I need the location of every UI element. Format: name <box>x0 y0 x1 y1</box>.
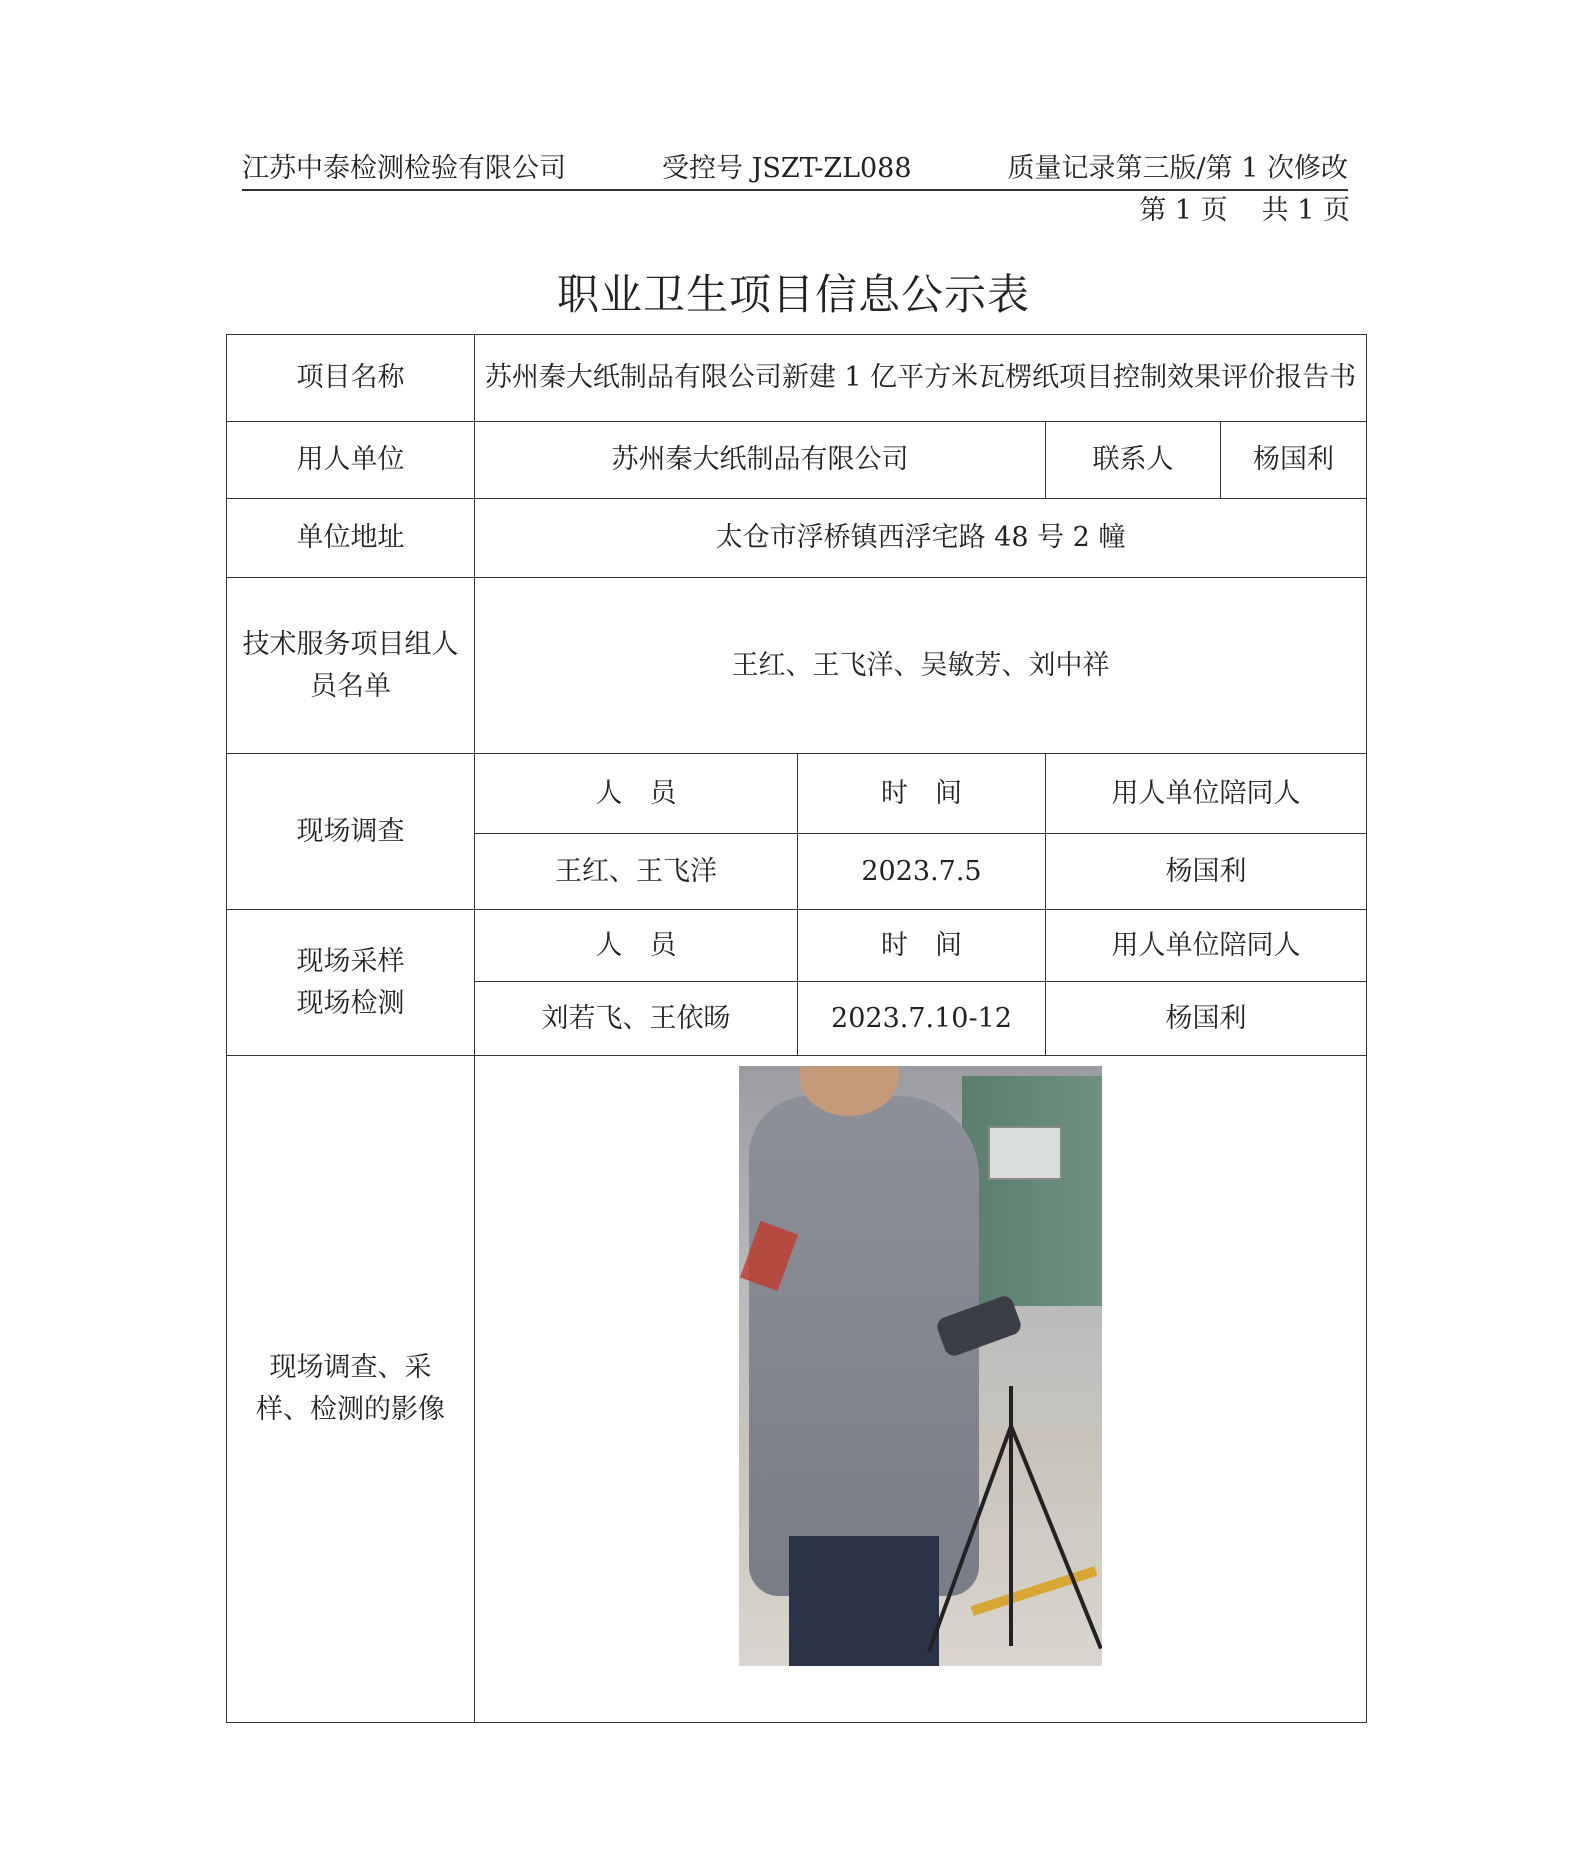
image-cell <box>475 1056 1367 1723</box>
project-name-value: 苏州秦大纸制品有限公司新建 1 亿平方米瓦楞纸项目控制效果评价报告书 <box>475 335 1367 422</box>
row-survey-header <box>227 754 1367 834</box>
survey-personnel: 王红、王飞洋 <box>475 834 798 910</box>
sampling-col-personnel: 人 员 <box>475 910 798 982</box>
sampling-label <box>227 910 475 1056</box>
employer-label: 用人单位 <box>227 422 475 499</box>
team-value: 王红、王飞洋、吴敏芳、刘中祥 <box>475 578 1367 754</box>
company-name: 江苏中泰检测检验有限公司 <box>242 153 566 184</box>
survey-label: 现场调查 <box>227 754 475 910</box>
row-team <box>227 578 1367 754</box>
row-address <box>227 499 1367 578</box>
page-title: 职业卫生项目信息公示表 <box>556 270 1030 319</box>
current-page: 第 1 页 <box>1139 195 1228 226</box>
site-photo <box>739 1066 1102 1666</box>
total-pages: 共 1 页 <box>1261 195 1350 226</box>
address-value: 太仓市浮桥镇西浮宅路 48 号 2 幢 <box>475 499 1367 578</box>
project-name-label: 项目名称 <box>227 335 475 422</box>
survey-col-time: 时 间 <box>798 754 1046 834</box>
row-images <box>227 1056 1367 1723</box>
control-number: 受控号 JSZT-ZL088 <box>662 153 912 184</box>
document-header <box>242 146 1348 191</box>
survey-time: 2023.7.5 <box>798 834 1046 910</box>
sampling-personnel: 刘若飞、王依旸 <box>475 982 798 1056</box>
row-sampling-header <box>227 910 1367 982</box>
page-number <box>1139 188 1350 227</box>
sampling-label-line2: 现场检测 <box>296 987 405 1019</box>
contact-value: 杨国利 <box>1221 422 1367 499</box>
address-label: 单位地址 <box>227 499 475 578</box>
survey-col-escort: 用人单位陪同人 <box>1046 754 1367 834</box>
photo-worker-pants <box>789 1536 939 1666</box>
team-label: 技术服务项目组人员名单 <box>227 578 475 754</box>
row-employer <box>227 422 1367 499</box>
sampling-col-time: 时 间 <box>798 910 1046 982</box>
contact-label: 联系人 <box>1046 422 1221 499</box>
image-label-text: 现场调查、采样、检测的影像 <box>256 1352 445 1425</box>
image-label <box>227 1056 475 1723</box>
sampling-col-escort: 用人单位陪同人 <box>1046 910 1367 982</box>
survey-escort: 杨国利 <box>1046 834 1367 910</box>
sampling-escort: 杨国利 <box>1046 982 1367 1056</box>
photo-machine <box>962 1076 1102 1306</box>
sampling-time: 2023.7.10-12 <box>798 982 1046 1056</box>
survey-col-personnel: 人 员 <box>475 754 798 834</box>
row-project-name <box>227 335 1367 422</box>
employer-value: 苏州秦大纸制品有限公司 <box>475 422 1046 499</box>
sampling-label-line1: 现场采样 <box>296 945 405 977</box>
info-table <box>226 334 1367 1723</box>
photo-machine-panel <box>988 1126 1062 1180</box>
record-version: 质量记录第三版/第 1 次修改 <box>1007 153 1348 184</box>
